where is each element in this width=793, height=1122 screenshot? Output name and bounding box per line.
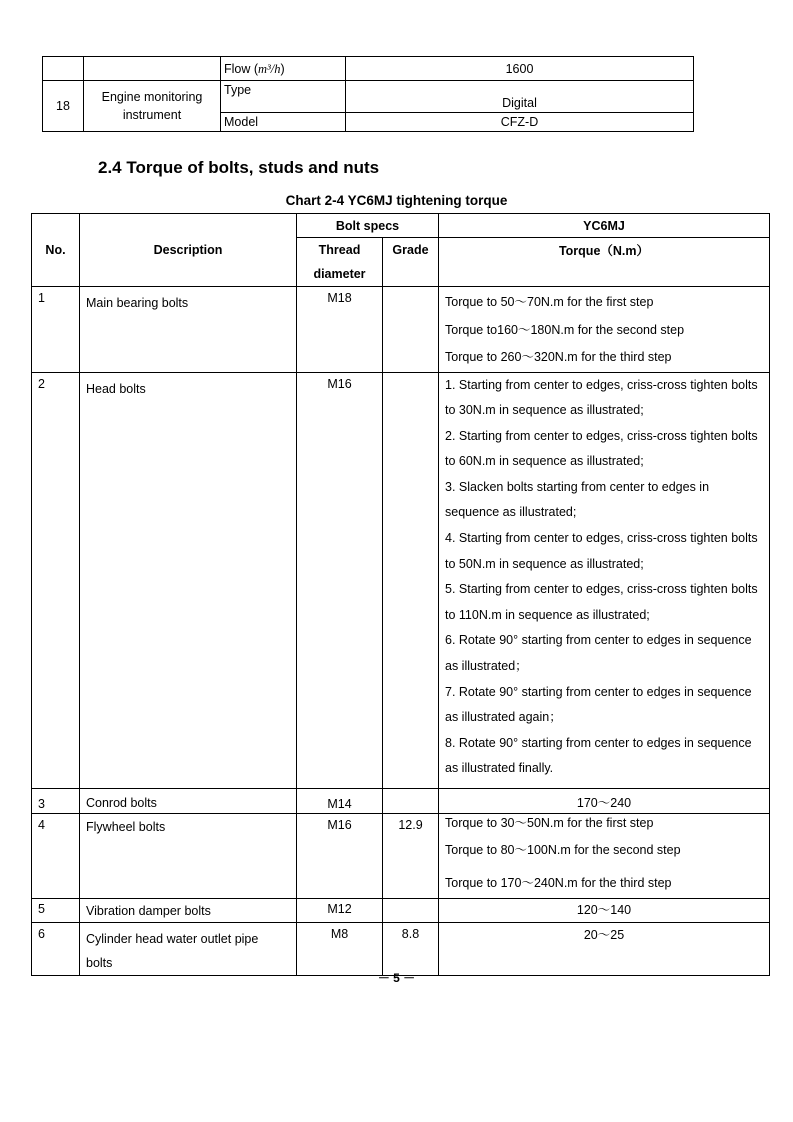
table-row [32,898,770,922]
row-no: 6 [32,922,80,975]
header-model: YC6MJ [439,214,770,238]
torque-step: 6. Rotate 90° starting from center to edges in sequence as illustrated； [445,633,752,674]
row-description: Main bearing bolts [80,287,297,373]
row-grade [383,898,439,922]
row-thread: M16 [297,372,383,788]
section-heading: 2.4 Torque of bolts, studs and nuts [98,158,380,177]
row-description: Cylinder head water outlet pipe bolts [80,922,297,975]
header-thread-diameter: Thread diameter [297,238,383,287]
row-no: 4 [32,813,80,898]
row-description: Head bolts [80,372,297,788]
torque-step: Torque to 260～320N.m for the third step [445,350,672,364]
row-grade [383,788,439,813]
torque-step: Torque to 30～50N.m for the first step [445,815,654,830]
torque-step: 5. Starting from center to edges, criss-cross tighten bolts to 110N.m in sequence as illustrated; [445,582,758,622]
type-value: Digital [346,81,694,113]
row-torque: 120～140 [439,898,770,922]
row-number: 18 [43,81,84,132]
page-number: － 5 － [377,971,416,985]
torque-step: 8. Rotate 90° starting from center to edges in sequence as illustrated finally. [445,735,752,776]
header-grade-spacer [383,262,439,287]
row-no: 3 [32,788,80,813]
cell-empty [84,57,221,81]
row-torque [439,372,770,788]
table-row [32,813,770,898]
row-no: 5 [32,898,80,922]
torque-step: Torque to 50～70N.m for the first step [445,295,654,309]
table-row [32,372,770,788]
header-torque: Torque（N.m） [439,238,770,263]
cell-empty [43,57,84,81]
row-grade: 8.8 [383,922,439,975]
row-grade [383,372,439,788]
row-description: Conrod bolts [80,788,297,813]
table-row [32,922,770,975]
torque-step: 2. Starting from center to edges, criss-cross tighten bolts to 60N.m in sequence as illustrated; [445,428,758,469]
row-description: Flywheel bolts [80,813,297,898]
row-torque: 20～25 [439,922,770,975]
item-name: Engine monitoring instrument [84,81,221,132]
flow-label: Flow (m³/h) [221,57,346,81]
torque-step: 7. Rotate 90° starting from center to edges in sequence as illustrated again； [445,684,752,725]
header-bolt-specs: Bolt specs [297,214,439,238]
row-thread: M8 [297,922,383,975]
torque-step: Torque to160～180N.m for the second step [445,322,685,337]
header-no: No. [32,214,80,287]
header-torque-spacer [439,262,770,287]
row-description: Vibration damper bolts [80,898,297,922]
table-row [32,287,770,373]
row-grade [383,287,439,373]
row-thread: M12 [297,898,383,922]
row-no: 1 [32,287,80,373]
torque-step: 4. Starting from center to edges, criss-cross tighten bolts to 50N.m in sequence as illustrated; [445,531,758,571]
torque-table [31,213,770,976]
torque-step: Torque to 80～100N.m for the second step [445,842,681,857]
row-thread: M14 [297,788,383,813]
torque-step: Torque to 170～240N.m for the third step [445,875,672,890]
row-no: 2 [32,372,80,788]
monitoring-instrument-table [42,56,694,132]
header-grade: Grade [383,238,439,263]
row-thread: M16 [297,813,383,898]
header-description: Description [80,214,297,287]
row-torque [439,813,770,898]
chart-caption: Chart 2-4 YC6MJ tightening torque [285,193,508,208]
table-row [32,788,770,813]
model-value: CFZ-D [346,113,694,132]
type-label: Type [221,81,346,113]
row-thread: M18 [297,287,383,373]
model-label: Model [221,113,346,132]
torque-step: 3. Slacken bolts starting from center to edges in sequence as illustrated; [445,479,710,520]
flow-value: 1600 [346,57,694,81]
row-torque: 170～240 [439,788,770,813]
row-torque [439,287,770,373]
row-grade: 12.9 [383,813,439,898]
torque-step: 1. Starting from center to edges, criss-cross tighten bolts to 30N.m in sequence as illustrated; [445,377,758,418]
